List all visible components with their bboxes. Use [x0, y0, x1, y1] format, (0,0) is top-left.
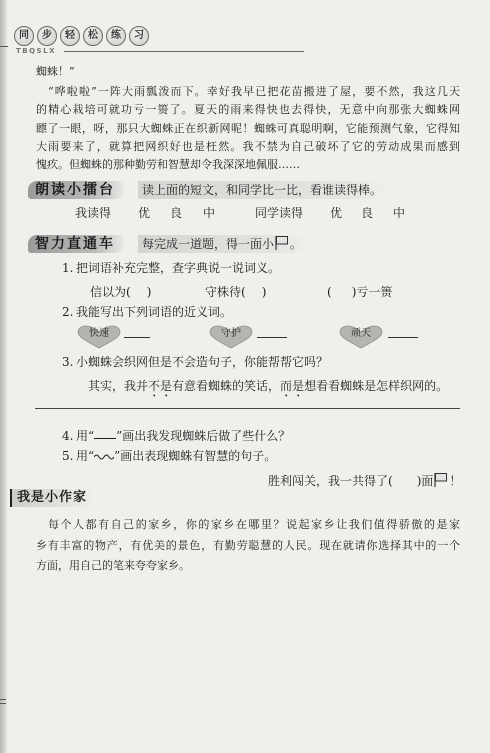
q4-prompt [76, 428, 290, 444]
q1-item-before: 守株待( [205, 285, 246, 299]
sentence-keyword-ershi: 而是 [280, 379, 305, 393]
writing-section-title: 我是小作家 [10, 489, 95, 507]
q5-number: 5. [62, 449, 74, 463]
q2-word: 快速 [89, 328, 109, 339]
sentence-part: 其实，我并 [88, 379, 149, 393]
q5-prompt-after: ”画出表现蜘蛛有智慧的句子。 [114, 449, 277, 463]
passage-line: 大雨要来了，就算把网织好也是枉然。我不禁为自己破坏了它的劳动成果而感到 [36, 140, 460, 153]
passage-line: “哗啦啦”一阵大雨瓢泼而下。幸好我早已把花苗搬进了屋，要不然，我这几天 [48, 85, 460, 98]
self-rating-label: 我读得 [75, 206, 112, 220]
q1-item-after: )亏一篑 [351, 285, 393, 299]
q3-number: 3. [62, 355, 74, 369]
page-binding-edge [0, 0, 7, 753]
peer-grade-good: 良 [361, 206, 374, 220]
series-char: 同 [14, 26, 34, 46]
series-char: 松 [83, 26, 103, 46]
q2-answer-line [124, 337, 150, 338]
q1-item-before: ( [327, 285, 332, 299]
q1-item-idiom-3 [327, 284, 392, 300]
passage-line: 的精心栽培可就功亏一篑了。夏天的雨来得快也去得快，无意中向那张大蜘蛛网 [36, 103, 460, 116]
series-char: 练 [106, 26, 126, 46]
quiz-instruction-text: 每完成一道题，得一面小 [142, 237, 275, 251]
wavy-underline-mark [94, 452, 114, 460]
peer-grade-excellent: 优 [330, 206, 343, 220]
q2-word-bubble-1 [76, 325, 122, 349]
q4-prompt-before: 用“ [76, 429, 95, 443]
q2-number: 2. [62, 305, 74, 319]
self-grade-good: 良 [170, 206, 183, 220]
peer-rating-label: 同学读得 [255, 206, 304, 220]
passage-line: 愧疚。但蜘蛛的那种勤劳和智慧却令我深深地佩服…… [36, 158, 300, 171]
flag-icon [433, 472, 449, 487]
passage-line: 瞟了一眼，呀，那只大蜘蛛正在织新网呢！蜘蛛可真聪明啊，它能预测气象，它得知 [36, 122, 460, 135]
edge-mark-bottom-1 [0, 699, 6, 700]
q2-answer-line [388, 337, 418, 338]
peer-grade-average: 中 [393, 206, 406, 220]
q3-answer-line [35, 408, 460, 409]
q2-word-bubble-2 [208, 325, 254, 349]
score-middle: )面 [416, 474, 434, 488]
passage-line: 蜘蛛！” [36, 65, 75, 78]
score-end: ！ [449, 474, 462, 488]
q2-word-bubble-3 [338, 325, 384, 349]
q2-word: 守护 [221, 328, 241, 339]
writing-prompt-line: 每个人都有自己的家乡，你的家乡在哪里？说起家乡让我们值得骄傲的是家 [48, 518, 460, 531]
series-title [14, 26, 149, 46]
flag-icon [274, 235, 290, 250]
q2-word: 顽天 [351, 328, 371, 339]
self-grade-excellent: 优 [138, 206, 151, 220]
reading-instruction: 读上面的短文，和同学比一比，看谁读得棒。 [138, 181, 386, 199]
series-code: TBQSLX [16, 47, 56, 55]
q3-example-sentence [88, 378, 448, 400]
q4-number: 4. [62, 429, 74, 443]
q1-prompt: 把词语补充完整，查字典说一说词义。 [76, 261, 281, 275]
edge-mark-top [0, 46, 8, 47]
series-char: 习 [129, 26, 149, 46]
quiz-section-title: 智力直通车 [28, 235, 124, 253]
straight-underline-mark [94, 428, 116, 439]
sentence-part: 有意看蜘蛛的笑话， [172, 379, 281, 393]
q1-item-idiom-1 [90, 284, 151, 300]
q1-item-after: ) [146, 285, 152, 299]
series-char: 步 [37, 26, 57, 46]
score-line [268, 472, 461, 489]
q1-item-before: 信以为( [90, 285, 131, 299]
q1-item-idiom-2 [205, 284, 266, 300]
q2-prompt: 我能写出下列词语的近义词。 [76, 305, 233, 319]
reading-section-title: 朗读小擂台 [28, 181, 124, 199]
edge-mark-bottom-2 [0, 703, 6, 704]
q1-number: 1. [62, 261, 74, 275]
series-char: 轻 [60, 26, 80, 46]
q2-answer-line [257, 337, 287, 338]
writing-prompt-line: 方面，用自己的笔来夸夸家乡。 [36, 559, 190, 572]
quiz-instruction-end: 。 [290, 237, 303, 251]
sentence-part: 想看看蜘蛛是怎样织网的。 [304, 379, 449, 393]
q1-item-after: ) [261, 285, 267, 299]
writing-prompt-line: 乡有丰富的物产，有优美的景色，有勤劳聪慧的人民。现在就请你选择其中的一个 [36, 539, 460, 552]
q3-prompt: 小蜘蛛会织网但是不会造句子，你能帮帮它吗？ [76, 355, 329, 369]
q4-prompt-after: ”画出我发现蜘蛛后做了些什么？ [116, 429, 291, 443]
score-before: 胜利闯关，我一共得了( [268, 474, 393, 488]
quiz-instruction [138, 235, 306, 253]
sentence-keyword-bushi: 不是 [148, 379, 173, 393]
header-rule [64, 51, 304, 52]
self-grade-average: 中 [203, 206, 216, 220]
q5-prompt [76, 448, 276, 464]
q5-prompt-before: 用“ [76, 449, 95, 463]
